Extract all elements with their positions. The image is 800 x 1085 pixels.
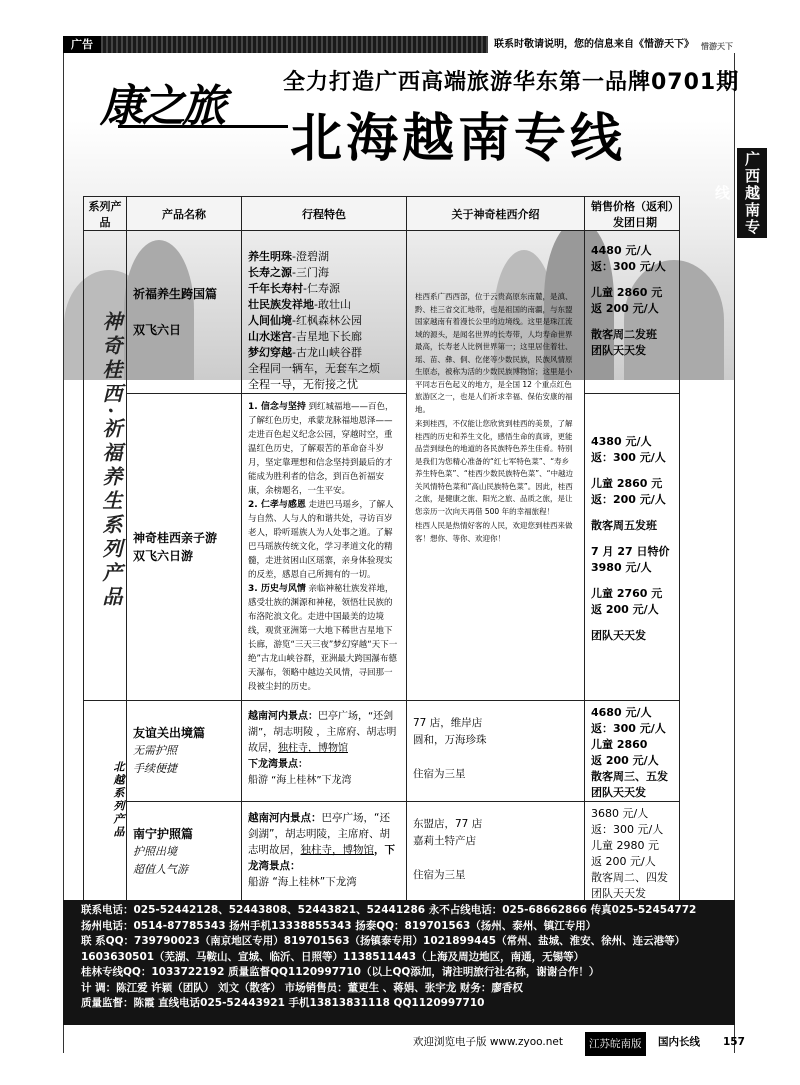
intro-paragraph: 来到桂西，不仅能让您欣赏到桂西的美景，了解桂西的历史和养生文化，感悟生命的真谛，更能品尝到绿色的地道的各民族特色养生佳肴。特别是我们为您精心准备的“红七军特色菜”、“寿乡养生特色菜”、“桂西少数民族特色菜”、“中越边关风情特色菜和“高山民族特色菜”。因此，桂西之旅，是健康之旅、阳光之旅、品质之旅，是让您亲历一次向天再借 500 年的幸福旅程！ xyxy=(415,419,574,516)
price-cell xyxy=(585,802,680,903)
product-table xyxy=(83,196,680,903)
hotel-line: 住宿为三星 xyxy=(413,869,466,881)
price-cell xyxy=(585,231,680,394)
price-line: 团队天天发 xyxy=(591,887,646,900)
contact-panel xyxy=(63,900,735,1025)
feature-text: 巴亭广场，“还剑湖”，胡志明陵 ，主席府、胡志明故居， xyxy=(248,711,397,754)
ad-tag: 广告 xyxy=(63,36,101,53)
price-line: 儿童 2980 元 xyxy=(591,839,659,852)
table-header-row xyxy=(84,197,680,231)
price-line: 3680 元/人 xyxy=(591,807,649,820)
intro-paragraph: 桂西系广西西部，位于云贵高原东南麓，是滇、黔、桂三省交汇地带，也是祖国的南疆，与东盟国家越南有着漫长公里的边境线。这里是珠江流域的源头，是闻名世界的长寿带，人均寿命世界最高，长寿老人比例世界第一；这里居住着壮、瑶、苗、彝、侗、仡佬等少数民族，民族风情原生原态，被称为活的少数民族博物馆；这里是小平同志百色起义的地方，是全国 12 个重点红色旅游区之一，也是人们祈求幸福、保佑安康的福地。 xyxy=(415,292,573,414)
product-note: 超值人气游 xyxy=(133,863,188,876)
product-name: 神奇桂西亲子游 xyxy=(133,531,218,545)
price-line xyxy=(591,618,673,628)
side-tab: 广西越南专线 xyxy=(737,148,767,238)
product-note: 手续便捷 xyxy=(133,762,177,775)
series-label-2: 北越系列产品 xyxy=(84,701,127,903)
product-name: 友谊关出境篇 xyxy=(133,726,206,740)
hotel-cell xyxy=(407,701,585,802)
price-line xyxy=(591,576,673,586)
page-number: 157 xyxy=(723,1036,745,1048)
feature-title: 越南河内景点： xyxy=(248,812,322,824)
price-line: 散客周二、四发 xyxy=(591,871,668,884)
price-line: 儿童 2860 元 xyxy=(591,477,663,490)
price-line: 儿童 2860 元 xyxy=(591,286,663,299)
product-name-cell xyxy=(127,394,242,701)
product-name: 祈福养生跨国篇 xyxy=(133,287,218,301)
hotel-line: 东盟店，77 店 xyxy=(413,818,483,830)
feature-title: 3. 历史与风情 xyxy=(248,584,306,594)
footer-section: 国内长线 xyxy=(658,1036,700,1048)
feature-item: 长寿之源-三门海 xyxy=(248,266,329,279)
price-line: 4680 元/人 xyxy=(591,706,652,719)
contact-line: 计 调：陈江爱 许颖（团队） 刘文（散客） 市场销售员：董更生 、蒋娟、张宇龙 财务：廖香权 xyxy=(81,981,523,994)
feature-list xyxy=(248,249,400,393)
price-line: 团队天天发 xyxy=(591,786,646,799)
feature-item: 壮民族发祥地-敢壮山 xyxy=(248,298,351,311)
contact-line: 1603630501（芜湖、马鞍山、宣城、临沂、日照等）1138511443（上海及周边地区，南通，无锡等） xyxy=(81,950,585,963)
price-line: 儿童 2760 元 xyxy=(591,587,663,600)
feature-item: 山水迷宫-吉星地下长廊 xyxy=(248,330,362,343)
header-series: 系列产品 xyxy=(84,197,127,231)
hotel-line: 77 店，维岸店 xyxy=(413,717,483,729)
footer-web[interactable]: 欢迎浏览电子版 www.zyoo.net xyxy=(413,1036,563,1048)
feature-title: 越南河内景点： xyxy=(248,711,318,722)
header-features: 行程特色 xyxy=(242,197,407,231)
price-line: 7 月 27 日特价 xyxy=(591,545,670,558)
price-line: 返 200 元/人 xyxy=(591,603,659,616)
feature-item: 全程同一辆车，无套车之烦 xyxy=(248,362,380,375)
headline-small: 全力打造广西高端旅游华东第一品牌0701期 xyxy=(283,70,740,95)
price-cell xyxy=(585,394,680,701)
brand-logo: 康之旅 xyxy=(100,81,223,132)
contact-line: 扬州电话：0514-87785343 扬州手机13338855343 扬泰QQ：819701563（扬州、泰州、镇江专用） xyxy=(81,919,597,932)
feature-text: 船游 “海上桂林”下龙湾 xyxy=(248,775,352,786)
contact-line: 联 系QQ：739790023（南京地区专用）819701563（扬镇泰专用）1021899445（常州、盐城、淮安、徐州、连云港等） xyxy=(81,935,686,947)
price-line: 返：300 元/人 xyxy=(591,722,666,735)
feature-item: 养生明珠-澄碧湖 xyxy=(248,250,329,263)
contact-line: 桂林专线QQ：1033722192 质量监督QQ1120997710（以上QQ添加，请注明旅行社名称，谢谢合作！） xyxy=(81,966,600,978)
feature-text: 到红城福地——百色，了解红色历史，承蒙龙脉福地恩泽——走进百色起义纪念公园，穿越时空，重温红色历史，了解艰苦的革命奋斗岁月，坚定靠理想和信念坚持到最后的才能成为胜利者的信念，到百色祈福安康，余榜题名，一生平安。 xyxy=(248,402,394,496)
feature-item: 梦幻穿越-古龙山峡谷群 xyxy=(248,346,362,359)
product-name-cell xyxy=(127,701,242,802)
header-name: 产品名称 xyxy=(127,197,242,231)
hotel-line: 圆和，万海珍珠 xyxy=(413,734,487,746)
headline-large: 北海越南专线 xyxy=(290,109,627,169)
price-line: 儿童 2860 xyxy=(591,738,648,751)
table-row xyxy=(84,701,680,802)
table-row xyxy=(84,231,680,394)
product-duration: 双飞六日游 xyxy=(133,549,194,563)
price-cell xyxy=(585,701,680,802)
features-cell xyxy=(242,802,407,903)
product-note: 护照出境 xyxy=(133,845,177,858)
price-line xyxy=(591,534,673,544)
price-line: 散客周二发班 xyxy=(591,328,657,341)
contact-line: 质量监督：陈霞 直线电话025-52443921 手机13813831118 QQ1120997710 xyxy=(81,997,485,1009)
contact-line: 联系电话：025-52442128、52443808、52443821、52441286 永不占线电话：025-68662866 传真025-52454772 xyxy=(81,904,697,916)
feature-text: 巴亭广场，“还剑湖”，胡志明陵，主席府、胡志明故居， xyxy=(248,812,390,856)
price-line: 散客周五发班 xyxy=(591,519,657,532)
price-line xyxy=(591,466,673,476)
price-line: 返：300 元/人 xyxy=(591,451,666,464)
price-line: 团队天天发 xyxy=(591,629,646,642)
price-line xyxy=(591,275,673,285)
price-line: 返：300 元/人 xyxy=(591,823,664,836)
feature-item: 千年长寿村-仁寿源 xyxy=(248,282,340,295)
product-name: 南宁护照篇 xyxy=(133,827,194,841)
feature-item: 人间仙境-红枫森林公园 xyxy=(248,314,362,327)
product-name-cell xyxy=(127,231,242,394)
footer-edition: 江苏皖南版 xyxy=(585,1032,646,1056)
price-list xyxy=(591,243,673,359)
feature-title: 2. 仁孝与感恩 xyxy=(248,500,306,510)
source-notice xyxy=(488,36,735,53)
price-line: 返：200 元/人 xyxy=(591,493,666,506)
intro-paragraph: 桂西人民是热情好客的人民，欢迎您到桂西来做客！想你、等你、欢迎你！ xyxy=(415,521,573,543)
price-line xyxy=(591,317,673,327)
series-label-1: 神奇桂西·祈福养生系列产品 xyxy=(84,231,127,701)
hotel-line: 住宿为三星 xyxy=(413,768,466,780)
price-line: 返：300 元/人 xyxy=(591,260,666,273)
price-line: 4480 元/人 xyxy=(591,244,652,257)
table-row xyxy=(84,802,680,903)
price-list xyxy=(591,434,673,644)
price-line xyxy=(591,508,673,518)
intro-cell xyxy=(407,231,585,701)
logo-underline xyxy=(118,125,288,128)
publisher-logo: 惜游天下 xyxy=(701,42,733,51)
feature-title: 下龙湾景点： xyxy=(248,759,308,770)
feature-text: 独柱寺，博物馆 xyxy=(300,844,374,856)
price-line: 返 200 元/人 xyxy=(591,855,656,868)
price-line: 3980 元/人 xyxy=(591,561,652,574)
price-list xyxy=(591,705,673,801)
product-note: 无需护照 xyxy=(133,744,177,757)
price-list xyxy=(591,806,673,902)
features-cell xyxy=(242,231,407,394)
feature-title: ，下龙湾景点： xyxy=(248,844,395,872)
page-footer xyxy=(413,1032,753,1052)
table-row xyxy=(84,394,680,701)
features-cell xyxy=(242,394,407,701)
feature-item: 全程一导，无衔接之忧 xyxy=(248,378,358,391)
features-cell xyxy=(242,701,407,802)
feature-text: 船游 “海上桂林”下龙湾 xyxy=(248,876,357,888)
price-line: 返 200 元/人 xyxy=(591,302,659,315)
header-price: 销售价格（返利）发团日期 xyxy=(585,197,680,231)
product-duration: 双飞六日 xyxy=(133,323,182,337)
price-line: 返 200 元/人 xyxy=(591,754,659,767)
header-intro: 关于神奇桂西介绍 xyxy=(407,197,585,231)
product-name-cell xyxy=(127,802,242,903)
feature-text: 亲临神秘壮族发祥地，感受壮族的渊源和神秘，领悟壮民族的布洛陀浪文化。走进中国最美的边境线，观赏亚洲第一大地下稀世吉星地下长廊，游览“三天三夜”梦幻穿越“天下一绝”古龙山峡谷群，亚洲最大跨国瀑布德天瀑布，领略中越边关风情，寻回那一段被尘封的历史。 xyxy=(248,584,398,692)
notice-text: 联系时敬请说明，您的信息来自《惜游天下》 xyxy=(494,39,694,50)
feature-text: 走进巴马瑶乡，了解人与自然、人与人的和谐共处，寻访百岁老人，聆听瑶族人为人处事之道。了解巴马瑶族传统文化，学习孝道文化的精髓，走进贫困山区瑶寨，亲身体验现实的反差，感恩自己所拥有的一切。 xyxy=(248,500,394,580)
feature-text: 独柱寺，博物馆 xyxy=(278,743,348,754)
price-line: 散客周三、五发 xyxy=(591,770,668,783)
hotel-line: 嘉莉土特产店 xyxy=(413,835,476,847)
price-line: 团队天天发 xyxy=(591,344,646,357)
feature-title: 1. 信念与坚持 xyxy=(248,402,306,412)
price-line: 4380 元/人 xyxy=(591,435,652,448)
hotel-cell xyxy=(407,802,585,903)
